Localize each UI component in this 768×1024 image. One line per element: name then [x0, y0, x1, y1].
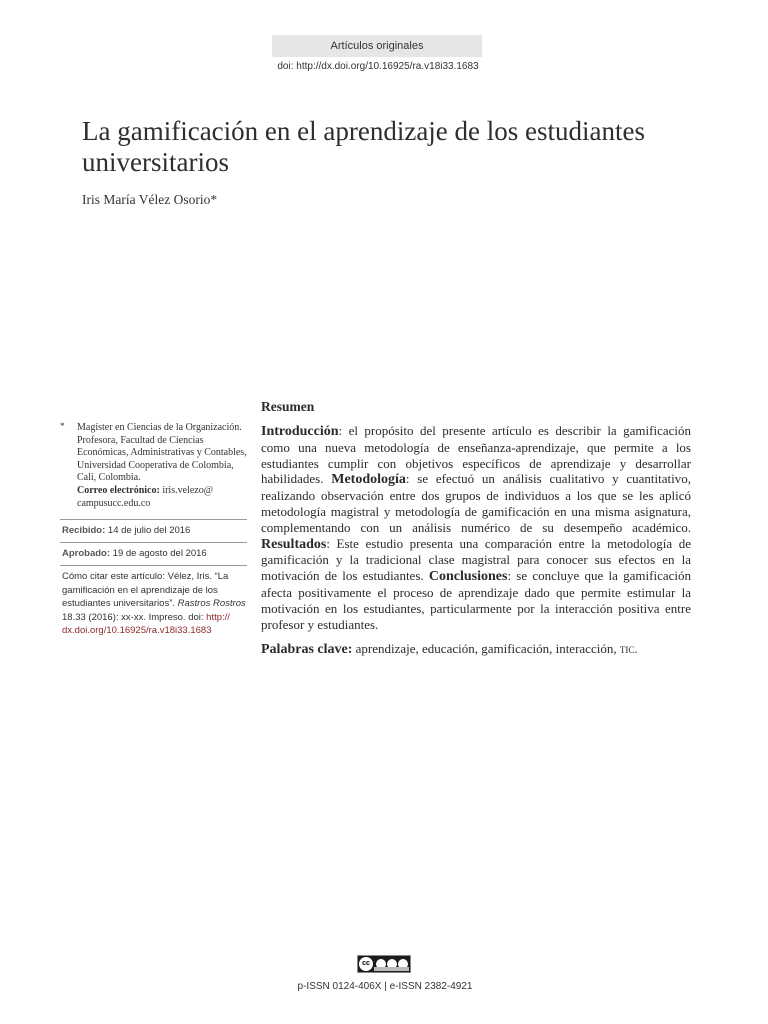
conclusions-label: Conclusiones: [428, 569, 508, 585]
citation-block: [60, 566, 247, 638]
cite-journal: Rastros Rostros: [177, 598, 246, 610]
keywords: [261, 641, 691, 658]
abstract-body: [261, 423, 691, 632]
footnote-marker: *: [60, 421, 65, 431]
sidebar: [60, 422, 247, 638]
conclusions-text: : se concluye que la gamificación afecta positivamente el proceso de aprendizaje dado que permite estimular la motivación en los estudiantes, particularmente por la interacción positiva entre profesor y estudiantes.: [261, 568, 691, 632]
received-date: 14 de julio del 2016: [107, 525, 191, 537]
results-label: Resultados: [261, 536, 327, 552]
received-label: Recibido:: [62, 525, 106, 537]
keywords-label: Palabras clave:: [261, 642, 353, 658]
received-row: [60, 520, 247, 542]
results-text: : Este estudio presenta una comparación entre la metodología de gamificación y la tradicional clase magistral para conocer sus efectos en la motivación de los estudiantes.: [261, 535, 691, 584]
cite-text: Vélez, Iris. “La gamificación en el aprendizaje de los estudiantes universitarios”.: [62, 571, 229, 610]
affiliation-text: Magíster en Ciencias de la Organización. Profesora, Facultad de Ciencias Económicas, Administrativas y Contables, Universidad Cooperativa de Colombia, Cali, Colombia.: [77, 422, 247, 484]
creative-commons-license-icon[interactable]: [357, 955, 411, 973]
issn-line: p-ISSN 0124-406X | e-ISSN 2382-4921: [297, 981, 473, 992]
keywords-last: tic.: [619, 641, 638, 657]
approved-row: [60, 543, 247, 565]
author-footnote: [60, 422, 247, 510]
article-author: Iris María Vélez Osorio*: [82, 192, 218, 207]
method-text: : se efectuó un análisis cualitativo y cuantitativo, realizando observación entre dos grupos de individuos a los que se les aplicó metodología magistral y metodología de gamificación en una misma asignatura, complementando con un análisis numérico de su desempeño académico.: [261, 471, 691, 535]
intro-label: Introducción: [261, 424, 339, 439]
license-strip: [374, 967, 409, 971]
abstract-heading: Resumen: [261, 399, 315, 414]
abstract: [261, 397, 691, 658]
method-label: Metodología: [331, 472, 406, 488]
cite-label: Cómo citar este artículo:: [62, 571, 165, 583]
cite-doi-link[interactable]: http:// dx.doi.org/10.16925/ra.v18i33.1683: [62, 611, 230, 637]
cc-logo-icon: cc: [359, 957, 373, 971]
approved-date: 19 de agosto del 2016: [112, 548, 207, 560]
intro-text: : el propósito del presente artículo es describir la gamificación como una nueva metodología de enseñanza-aprendizaje, que permite a los estudiantes cumplir con objetivos específicos de aprendizaje y desarrollar habilidades.: [261, 423, 691, 487]
approved-label: Aprobado:: [62, 548, 111, 560]
section-label: Artículos originales: [272, 35, 482, 57]
email-address[interactable]: iris.velezo@ campusucc.edu.co: [77, 484, 213, 509]
email-label: Correo electrónico:: [77, 484, 160, 496]
keywords-text: aprendizaje, educación, gamificación, interacción,: [355, 641, 617, 657]
article-title: La gamificación en el aprendizaje de los estudiantes universitarios: [82, 116, 646, 177]
doi-line[interactable]: doi: http://dx.doi.org/10.16925/ra.v18i33.1683: [277, 61, 479, 72]
cite-text-2: 18.33 (2016): xx-xx. Impreso. doi:: [62, 611, 204, 623]
